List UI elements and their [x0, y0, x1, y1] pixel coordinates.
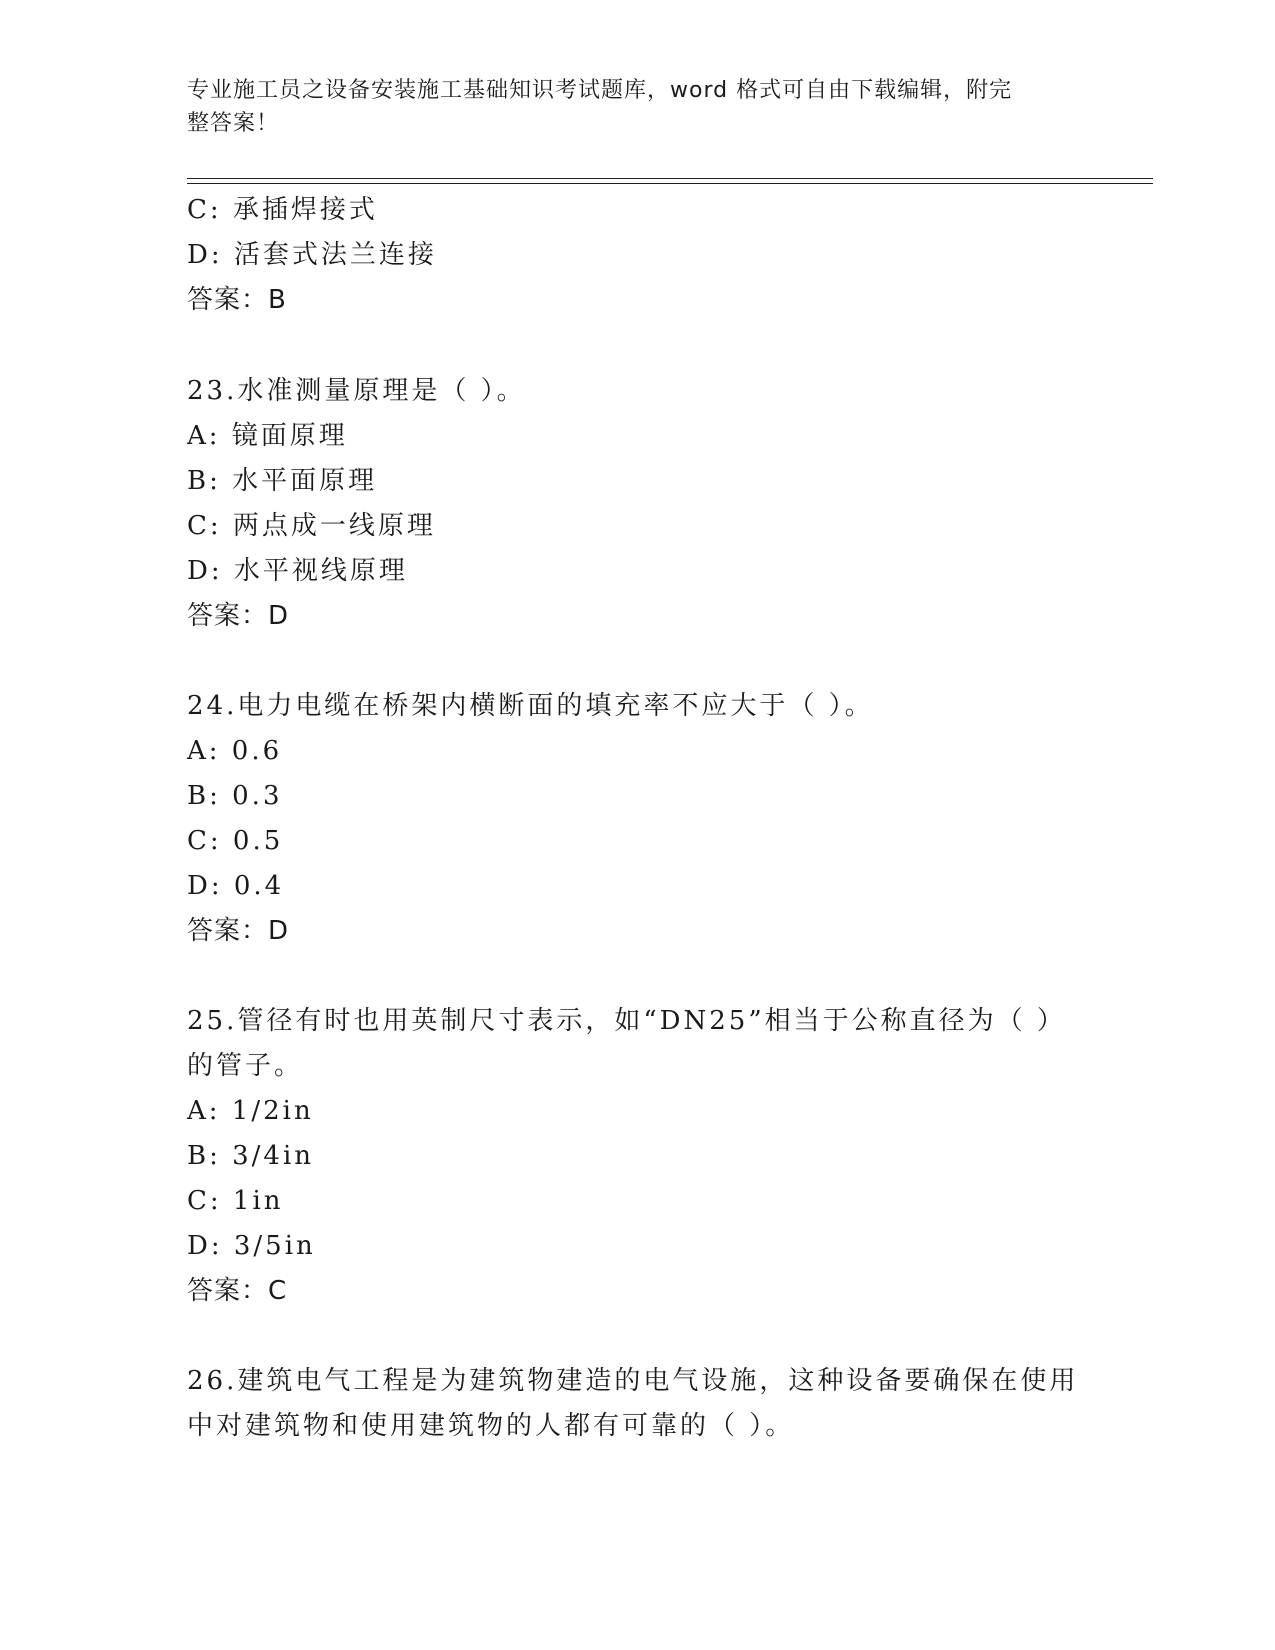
question-26-stem-line-1: 26.建筑电气工程是为建筑物建造的电气设施，这种设备要确保在使用	[187, 1366, 1079, 1396]
question-23-option-c: C: 两点成一线原理	[187, 511, 436, 541]
question-24-option-b: B: 0.3	[187, 781, 283, 811]
option-c: C: 承插焊接式	[187, 195, 378, 225]
question-25-stem-line-2: 的管子。	[187, 1051, 304, 1081]
answer-line: 答案：B	[187, 285, 287, 315]
question-25-option-d: D: 3/5in	[187, 1231, 316, 1261]
question-26-stem-line-2: 中对建筑物和使用建筑物的人都有可靠的（ ）。	[187, 1411, 795, 1441]
question-25-option-c: C: 1in	[187, 1186, 284, 1216]
question-23-answer: 答案：D	[187, 601, 290, 631]
question-24-option-a: A: 0.6	[187, 736, 283, 766]
question-24-answer: 答案：D	[187, 916, 290, 946]
option-d: D: 活套式法兰连接	[187, 240, 437, 270]
question-24-stem: 24.电力电缆在桥架内横断面的填充率不应大于（ ）。	[187, 691, 874, 721]
question-23-option-d: D: 水平视线原理	[187, 556, 408, 586]
question-25-option-b: B: 3/4in	[187, 1141, 315, 1171]
question-25-stem-line-1: 25.管径有时也用英制尺寸表示，如“DN25”相当于公称直径为（ ）	[187, 1006, 1066, 1036]
question-24-option-c: C: 0.5	[187, 826, 284, 856]
question-25-answer: 答案：C	[187, 1276, 288, 1306]
question-25-option-a: A: 1/2in	[187, 1096, 314, 1126]
question-24-option-d: D: 0.4	[187, 871, 285, 901]
question-23-stem: 23.水准测量原理是（ ）。	[187, 376, 526, 406]
header-divider-bottom	[187, 183, 1153, 184]
header-divider-top	[187, 178, 1153, 179]
question-23-option-b: B: 水平面原理	[187, 466, 378, 496]
document-header: 专业施工员之设备安装施工基础知识考试题库，word 格式可自由下载编辑，附完 整答案！	[187, 78, 1013, 136]
question-23-option-a: A: 镜面原理	[187, 421, 348, 451]
